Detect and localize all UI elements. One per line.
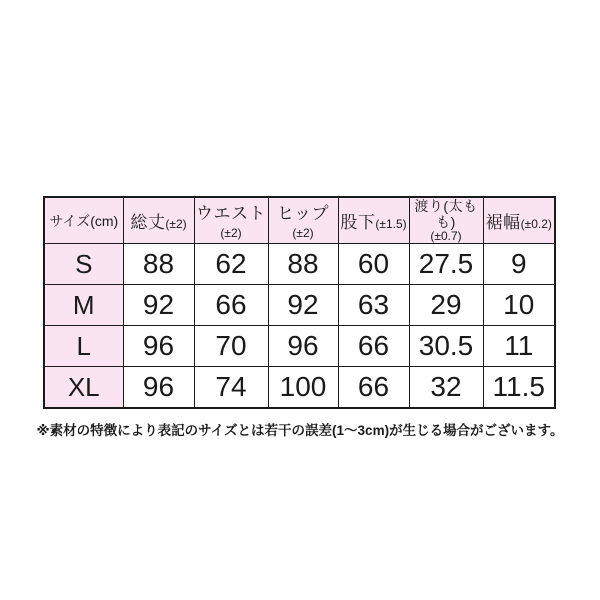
cell-value: 88 [268, 244, 338, 285]
cell-value: 96 [123, 367, 194, 409]
cell-value: 60 [338, 244, 409, 285]
size-label: XL [44, 367, 123, 409]
size-chart-table [43, 196, 556, 409]
cell-value: 30.5 [409, 326, 483, 367]
col-header-tolerance: (±0.2) [520, 217, 552, 231]
material-disclaimer-note: ※素材の特徴により表記のサイズとは若干の誤差(1～3cm)が生じる場合がございます。 [36, 423, 564, 438]
col-header-label: 総丈 [130, 213, 166, 232]
cell-value: 27.5 [409, 244, 483, 285]
col-header-tolerance: (±0.7) [430, 229, 462, 243]
cell-value: 66 [194, 285, 268, 326]
col-header-size [44, 197, 123, 244]
cell-value: 100 [268, 367, 338, 409]
col-header-hem-width [483, 197, 555, 244]
col-header-label: 股下 [340, 213, 376, 232]
cell-value: 70 [194, 326, 268, 367]
cell-value: 66 [338, 367, 409, 409]
cell-value: 11 [483, 326, 555, 367]
col-header-label: サイズ(cm) [49, 212, 119, 229]
col-header-thigh [409, 197, 483, 244]
table-row-m [44, 285, 555, 326]
cell-value: 96 [268, 326, 338, 367]
col-header-waist [194, 197, 268, 244]
cell-value: 88 [123, 244, 194, 285]
col-header-label: ウエスト [196, 204, 266, 223]
col-header-hip [268, 197, 338, 244]
col-header-tolerance: (±1.5) [375, 217, 407, 231]
size-label: L [44, 326, 123, 367]
col-header-inseam [338, 197, 409, 244]
cell-value: 92 [123, 285, 194, 326]
cell-value: 66 [338, 326, 409, 367]
cell-value: 29 [409, 285, 483, 326]
header-row [44, 197, 555, 244]
cell-value: 11.5 [483, 367, 555, 409]
cell-value: 9 [483, 244, 555, 285]
size-label: S [44, 244, 123, 285]
col-header-label: ヒップ [277, 204, 329, 223]
cell-value: 32 [409, 367, 483, 409]
table-row-xl [44, 367, 555, 409]
size-label: M [44, 285, 123, 326]
cell-value: 96 [123, 326, 194, 367]
col-header-label: 裾幅 [485, 213, 521, 232]
col-header-tolerance: (±2) [165, 217, 187, 231]
col-header-tolerance: (±2) [292, 226, 314, 240]
cell-value: 62 [194, 244, 268, 285]
cell-value: 74 [194, 367, 268, 409]
table-row-l [44, 326, 555, 367]
cell-value: 92 [268, 285, 338, 326]
cell-value: 63 [338, 285, 409, 326]
table-row-s [44, 244, 555, 285]
col-header-label: 渡り(太もも) [414, 198, 478, 230]
cell-value: 10 [483, 285, 555, 326]
col-header-total-length [123, 197, 194, 244]
col-header-tolerance: (±2) [220, 226, 242, 240]
